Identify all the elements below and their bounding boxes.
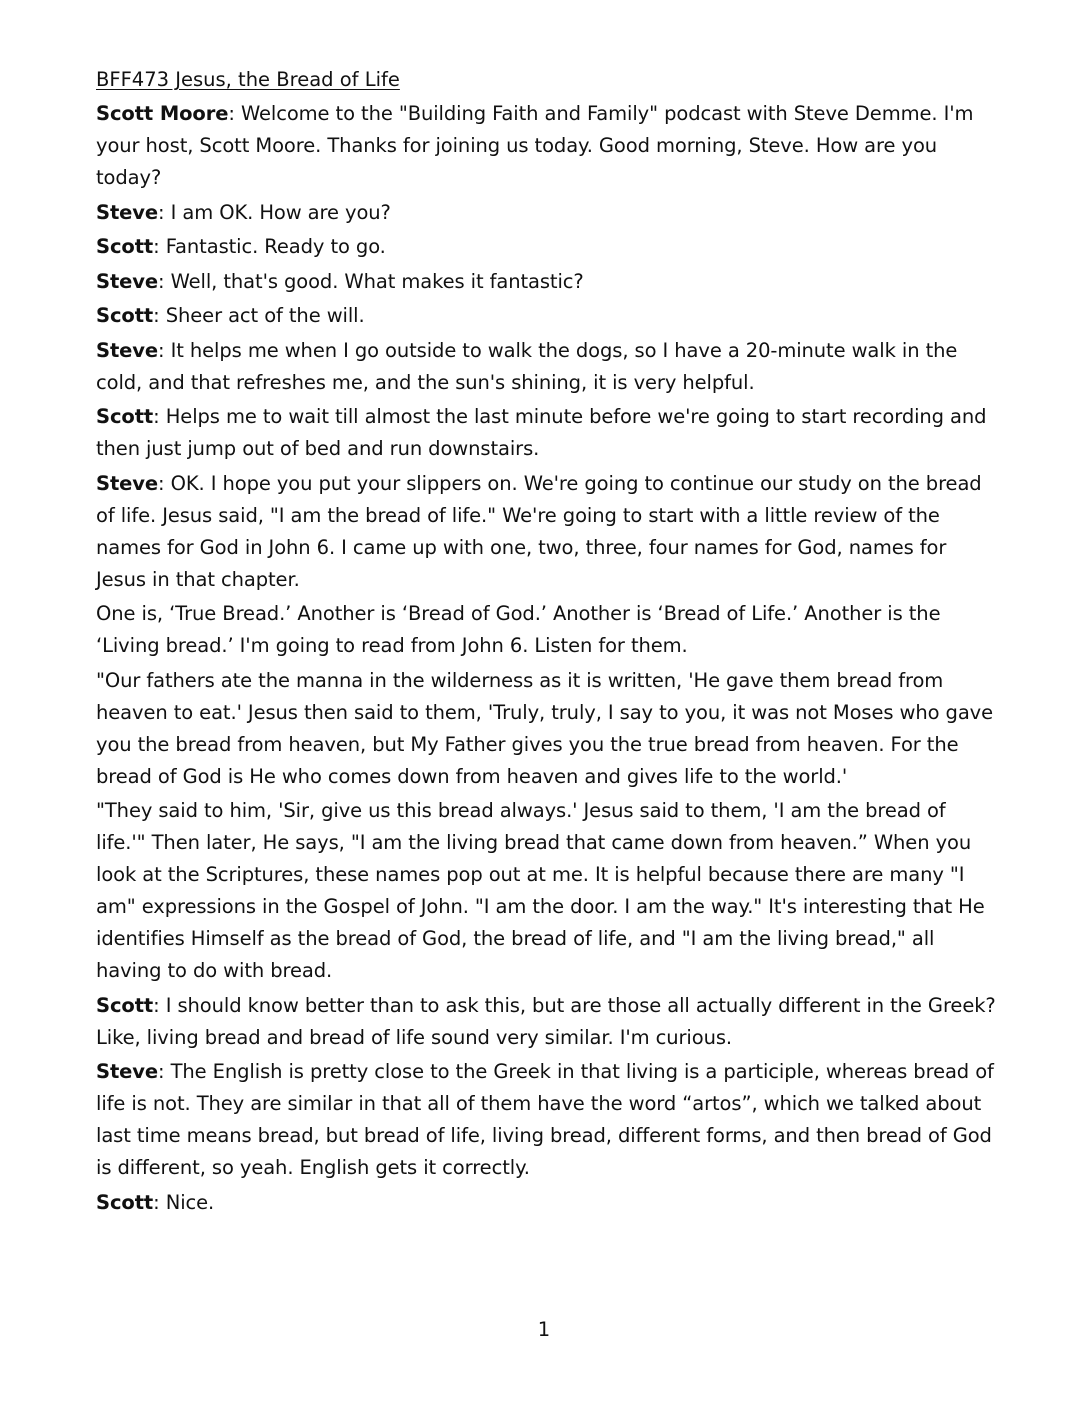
speaker-name: Scott — [96, 304, 154, 327]
speaker-separator: : — [158, 471, 171, 495]
paragraph-text: "They said to him, 'Sir, give us this bread always.' Jesus said to them, 'I am the bread of life.'" Then later, He says, "I am the living bread that came down from heaven.” When you look at the Scriptures, these names pop out at me. It is helpful because there are many "I am" expressions in the Gospel of John. "I am the door. I am the way." It's interesting that He identifies Himself as the bread of God, the bread of life, and "I am the living bread," all having to do with bread. — [96, 799, 985, 982]
transcript-paragraph — [96, 468, 996, 596]
speaker-name: Steve — [96, 1060, 159, 1083]
transcript-paragraph — [96, 598, 996, 662]
transcript-page — [96, 64, 996, 1221]
speaker-name: Scott — [96, 993, 154, 1017]
paragraph-text: Helps me to wait till almost the last minute before we're going to start recording and then just jump out of bed and run downstairs. — [96, 405, 987, 460]
speaker-separator: : — [158, 338, 171, 362]
speaker-name: Steve — [96, 471, 159, 495]
transcript-paragraph — [96, 98, 996, 194]
speaker-name: Scott — [96, 1190, 154, 1214]
speaker-separator: : — [153, 304, 166, 327]
paragraph-text: Welcome to the "Building Faith and Family" podcast with Steve Demme. I'm your host, Scott Moore. Thanks for joining us today. Good morning, Steve. How are you today? — [96, 102, 974, 189]
paragraph-text: It helps me when I go outside to walk the dogs, so I have a 20-minute walk in the cold, and that refreshes me, and the sun's shining, it is very helpful. — [96, 338, 958, 394]
speaker-name: Steve — [96, 269, 159, 293]
paragraph-text: Well, that's good. What makes it fantastic? — [170, 269, 584, 293]
transcript-paragraph — [96, 300, 996, 332]
speaker-name: Scott — [96, 405, 154, 428]
speaker-name: Steve — [96, 200, 159, 224]
transcript-paragraph — [96, 1187, 996, 1219]
speaker-separator: : — [158, 200, 171, 224]
transcript-paragraph — [96, 197, 996, 229]
paragraph-text: The English is pretty close to the Greek in that living is a participle, whereas bread of life is not. They are similar in that all of them have the word “artos”, which we talked about last time means bread, but bread of life, living bread, different forms, and then bread of God is different, so yeah. English gets it correctly. — [96, 1060, 994, 1179]
paragraph-text: Fantastic. Ready to go. — [165, 235, 386, 258]
transcript-paragraph — [96, 266, 996, 298]
speaker-separator: : — [153, 1190, 166, 1214]
speaker-name: Steve — [96, 338, 159, 362]
paragraph-text: Sheer act of the will. — [165, 304, 365, 327]
speaker-separator: : — [158, 269, 171, 293]
paragraph-text: I am OK. How are you? — [170, 200, 391, 224]
page-number: 1 — [537, 1318, 551, 1341]
paragraph-text: One is, ‘True Bread.’ Another is ‘Bread of God.’ Another is ‘Bread of Life.’ Another is the ‘Living bread.’ I'm going to read from John 6. Listen for them. — [96, 602, 941, 657]
paragraph-text: I should know better than to ask this, but are those all actually different in the Greek? Like, living bread and bread of life sound very similar. I'm curious. — [96, 993, 996, 1049]
transcript-paragraph — [96, 1056, 996, 1184]
speaker-separator: : — [153, 405, 166, 428]
speaker-separator: : — [228, 102, 241, 125]
transcript-paragraph — [96, 665, 996, 793]
paragraph-text: "Our fathers ate the manna in the wilderness as it is written, 'He gave them bread from heaven to eat.' Jesus then said to them, 'Truly, truly, I say to you, it was not Moses who gave you the bread from heaven, but My Father gives you the true bread from heaven. For the bread of God is He who comes down from heaven and gives life to the world.' — [96, 668, 994, 788]
transcript-paragraph — [96, 990, 996, 1054]
speaker-name: Scott — [96, 235, 154, 258]
transcript-paragraph — [96, 231, 996, 263]
speaker-name: Scott Moore — [96, 102, 229, 125]
transcript-paragraph — [96, 401, 996, 465]
document-title: BFF473 Jesus, the Bread of Life — [96, 68, 400, 91]
speaker-separator: : — [153, 235, 166, 258]
paragraph-text: Nice. — [165, 1190, 215, 1214]
paragraph-text: OK. I hope you put your slippers on. We're going to continue our study on the bread of life. Jesus said, "I am the bread of life." We're going to start with a little review of the names for God in John 6. I came up with one, two, three, four names for God, names for Jesus in that chapter. — [96, 471, 982, 591]
transcript-paragraph — [96, 335, 996, 399]
speaker-separator: : — [153, 993, 166, 1017]
speaker-separator: : — [158, 1060, 171, 1083]
transcript-paragraph — [96, 795, 996, 987]
